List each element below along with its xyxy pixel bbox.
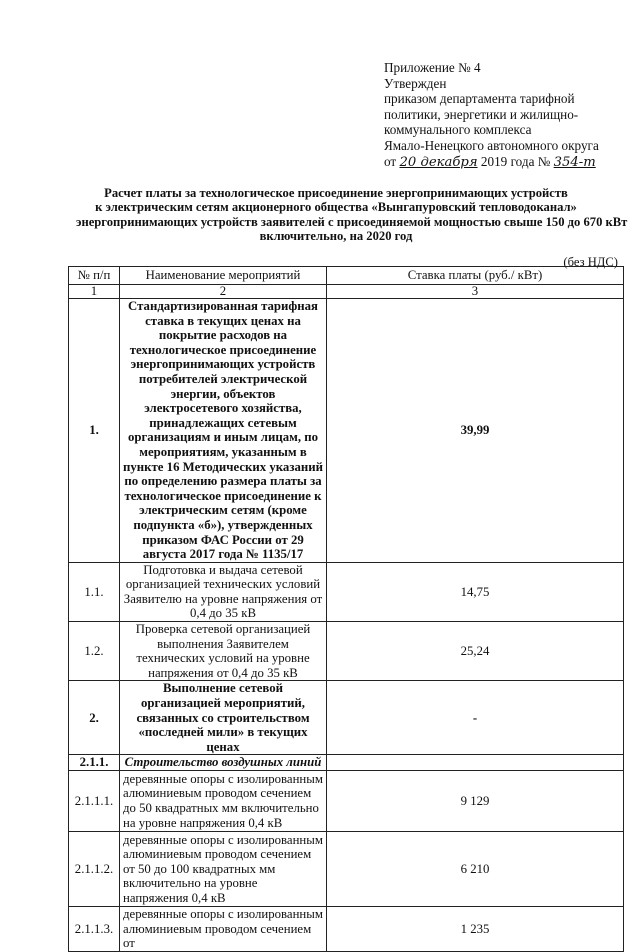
table-row bbox=[69, 562, 624, 621]
row-rate: 6 210 bbox=[327, 832, 624, 907]
table-row bbox=[69, 622, 624, 681]
title-line-3: энергопринимающих устройств заявителей с присоединяемой мощностью свыше 150 до 670 кВт bbox=[76, 214, 628, 229]
from-label: от bbox=[384, 153, 397, 169]
vat-note: (без НДС) bbox=[563, 255, 618, 269]
order-line-1: приказом департамента тарифной bbox=[384, 91, 575, 107]
row-name: Выполнение сетевой организацией мероприятий, связанных со строительством «последней мили» в текущих ценах bbox=[120, 681, 327, 755]
order-year: 2019 года № bbox=[480, 153, 551, 169]
table-row bbox=[69, 681, 624, 755]
approval-block bbox=[384, 60, 624, 170]
table-row bbox=[69, 771, 624, 832]
colnum-3: 3 bbox=[327, 285, 624, 299]
table-row bbox=[69, 907, 624, 952]
row-number: 2.1.1.3. bbox=[69, 907, 120, 952]
row-name: Стандартизированная тарифная ставка в текущих ценах на покрытие расходов на технологическое присоединение энергопринимающих устройств потребителей электрической энергии, объектов электросетевого хозяйства, принадлежащих сетевым организациям и иным лицам, по мероприятиям, указанным в пункте 16 Методических указаний по определению размера платы за технологическое присоединение к электрическим сетям (кроме подпункта «б»), утвержденных приказом ФАС России от 29 августа 2017 года № 1135/17 bbox=[120, 299, 327, 563]
header-row bbox=[69, 267, 624, 285]
title-line-1: Расчет платы за технологическое присоединение энергопринимающих устройств bbox=[104, 186, 568, 200]
header-number: № п/п bbox=[69, 267, 120, 285]
handwritten-order-number: 354-т bbox=[553, 154, 596, 170]
order-date-line bbox=[384, 154, 624, 171]
approved-label: Утвержден bbox=[384, 75, 447, 91]
colnum-2: 2 bbox=[120, 285, 327, 299]
row-number: 2.1.1. bbox=[69, 755, 120, 771]
row-number: 2.1.1.1. bbox=[69, 771, 120, 832]
order-line-4: Ямало-Ненецкого автономного округа bbox=[384, 137, 599, 153]
row-number: 1.1. bbox=[69, 562, 120, 621]
table-row bbox=[69, 832, 624, 907]
row-number: 2.1.1.2. bbox=[69, 832, 120, 907]
table-row bbox=[69, 299, 624, 563]
document-title bbox=[76, 186, 628, 244]
row-name: Подготовка и выдача сетевой организацией технических условий Заявителю на уровне напряжения от 0,4 до 35 кВ bbox=[120, 562, 327, 621]
row-rate: 1 235 bbox=[327, 907, 624, 952]
column-number-row bbox=[69, 285, 624, 299]
row-rate: 14,75 bbox=[327, 562, 624, 621]
title-line-4: включительно, на 2020 год bbox=[259, 229, 413, 244]
handwritten-date: 20 декабря bbox=[399, 154, 478, 170]
header-activity: Наименование мероприятий bbox=[120, 267, 327, 285]
row-rate: - bbox=[327, 681, 624, 755]
row-name: деревянные опоры с изолированным алюминиевым проводом сечением до 50 квадратных мм включительно на уровне напряжения 0,4 кВ bbox=[120, 771, 327, 832]
row-rate: 9 129 bbox=[327, 771, 624, 832]
row-name: деревянные опоры с изолированным алюминиевым проводом сечением от 50 до 100 квадратных мм включительно на уровне напряжения 0,4 кВ bbox=[120, 832, 327, 907]
row-name: деревянные опоры с изолированным алюминиевым проводом сечением от bbox=[120, 907, 327, 952]
colnum-1: 1 bbox=[69, 285, 120, 299]
row-number: 1. bbox=[69, 299, 120, 563]
appendix-number: Приложение № 4 bbox=[384, 60, 481, 75]
row-rate bbox=[327, 755, 624, 771]
rates-table bbox=[68, 266, 624, 952]
row-name: Проверка сетевой организацией выполнения Заявителем технических условий на уровне напряжения от 0,4 до 35 кВ bbox=[120, 622, 327, 681]
row-rate: 39,99 bbox=[327, 299, 624, 563]
row-name: Строительство воздушных линий bbox=[120, 755, 327, 771]
row-rate: 25,24 bbox=[327, 622, 624, 681]
title-line-2: к электрическим сетям акционерного общества «Вынгапуровский тепловодоканал» bbox=[95, 200, 577, 215]
order-line-3: коммунального комплекса bbox=[384, 122, 532, 138]
order-line-2: политики, энергетики и жилищно- bbox=[384, 106, 579, 122]
header-rate: Ставка платы (руб./ кВт) bbox=[327, 267, 624, 285]
table-row bbox=[69, 755, 624, 771]
row-number: 1.2. bbox=[69, 622, 120, 681]
row-number: 2. bbox=[69, 681, 120, 755]
